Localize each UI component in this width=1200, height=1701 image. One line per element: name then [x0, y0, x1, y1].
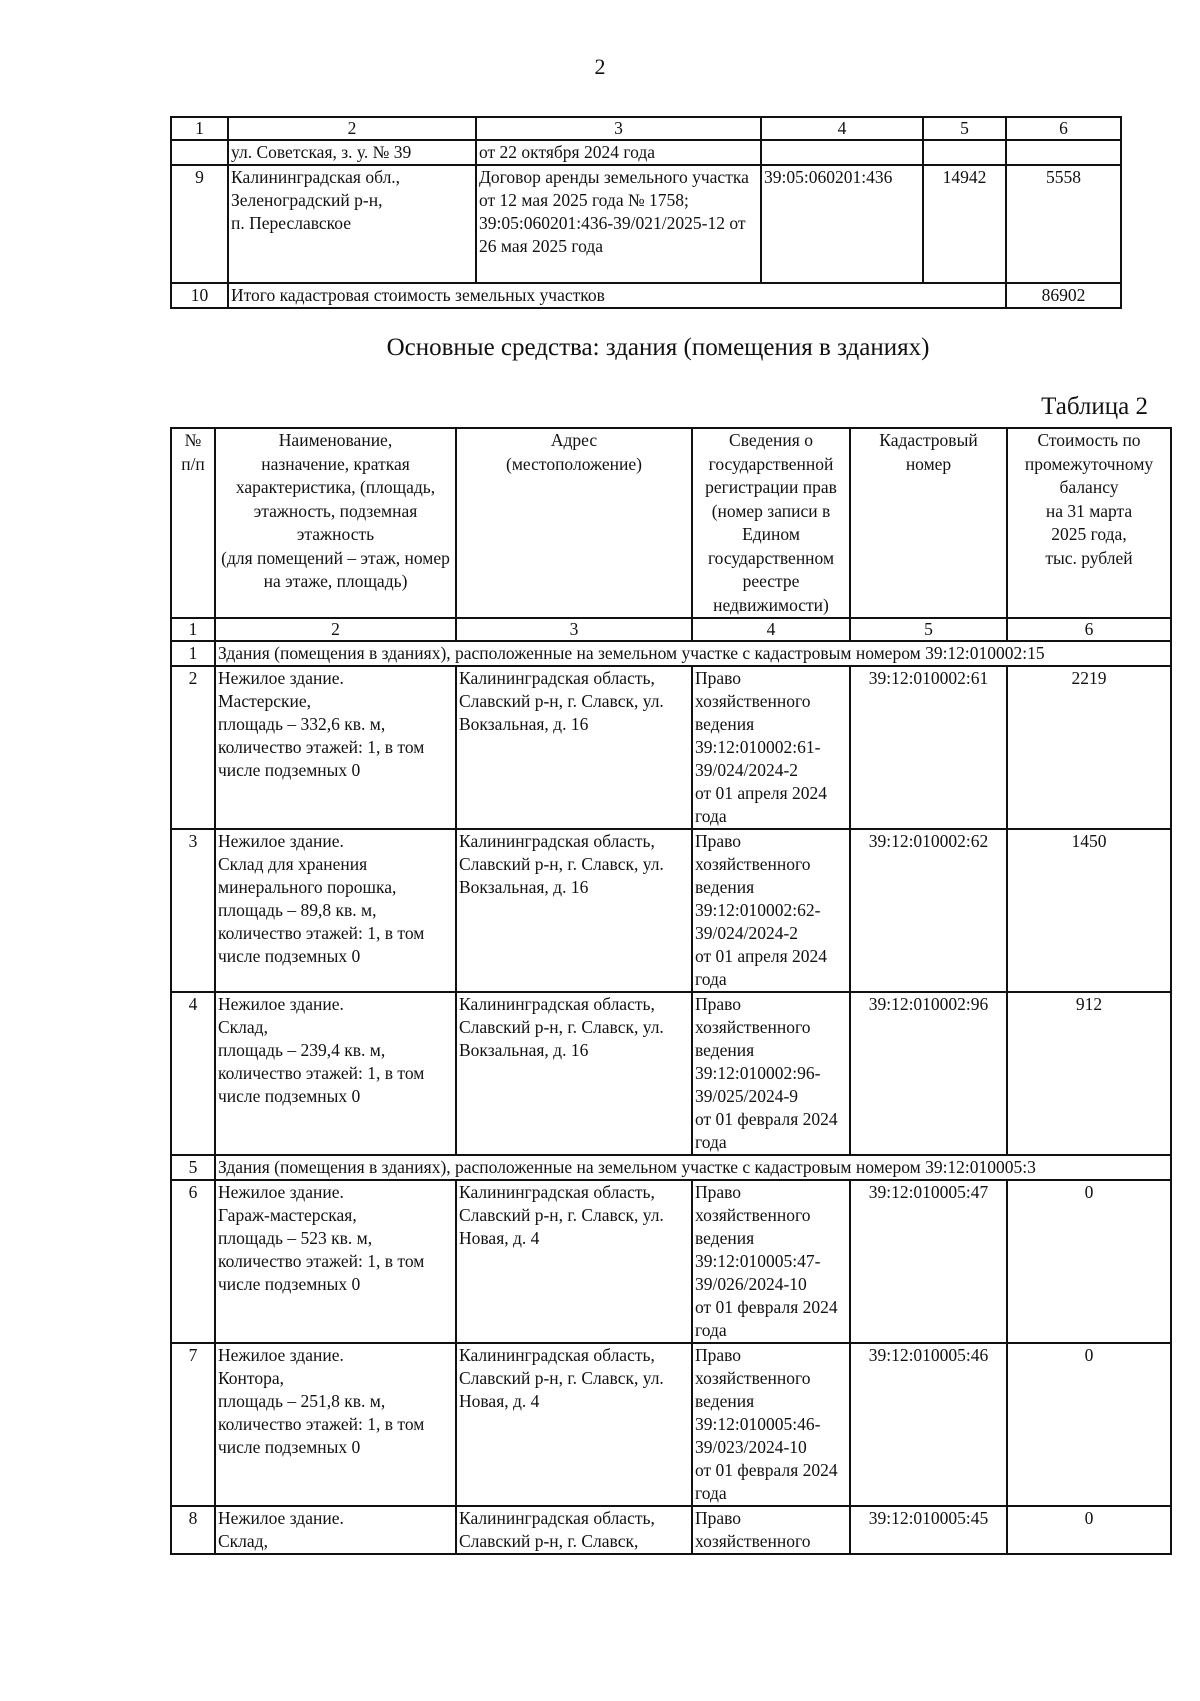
registration-info: Право хозяйственного ведения 39:12:010005:47-39/026/2024-10 от 01 февраля 2024 года [692, 1180, 850, 1343]
cadastral-number: 39:12:010002:62 [850, 829, 1007, 992]
table-row [171, 1180, 1171, 1343]
row-number: 10 [171, 283, 228, 308]
building-name: Нежилое здание. Склад для хранения минерального порошка, площадь – 89,8 кв. м, количество этажей: 1, в том числе подземных 0 [215, 829, 456, 992]
total-label: Итого кадастровая стоимость земельных участков [228, 283, 1006, 308]
building-value: 2219 [1007, 666, 1171, 829]
header-number: № п/п [171, 428, 215, 618]
registration-info: Право хозяйственного [692, 1506, 850, 1554]
plot-document: от 22 октября 2024 года [476, 140, 761, 165]
registration-info: Право хозяйственного ведения 39:12:010002:96-39/025/2024-9 от 01 февраля 2024 года [692, 992, 850, 1155]
row-number: 3 [171, 829, 215, 992]
table-row [171, 140, 1121, 165]
cadastral-number: 39:05:060201:436 [761, 165, 923, 283]
table-label: Таблица 2 [1041, 393, 1148, 420]
row-number: 1 [171, 641, 215, 666]
plot-name: Калининградская обл., Зеленоградский р-н, п. Переславское [228, 165, 476, 283]
buildings-table [170, 427, 1172, 1555]
building-address: Калининградская область, Славский р-н, г. Славск, [456, 1506, 692, 1554]
plot-area: 14942 [923, 165, 1006, 283]
row-number: 4 [171, 992, 215, 1155]
col-number: 5 [923, 117, 1006, 140]
cadastral-value: 5558 [1006, 165, 1121, 283]
column-number-row [171, 618, 1171, 641]
col-number: 1 [171, 618, 215, 641]
table-row [171, 165, 1121, 283]
row-number: 9 [171, 165, 228, 283]
cadastral-number: 39:12:010002:61 [850, 666, 1007, 829]
group-row [171, 1155, 1171, 1180]
cadastral-number: 39:12:010005:46 [850, 1343, 1007, 1506]
building-address: Калининградская область, Славский р-н, г. Славск, ул. Вокзальная, д. 16 [456, 666, 692, 829]
building-value: 1450 [1007, 829, 1171, 992]
building-name: Нежилое здание. Склад, площадь – 239,4 кв. м, количество этажей: 1, в том числе подземных 0 [215, 992, 456, 1155]
section-title: Основные средства: здания (помещения в зданиях) [386, 334, 930, 361]
registration-info: Право хозяйственного ведения 39:12:010005:46-39/023/2024-10 от 01 февраля 2024 года [692, 1343, 850, 1506]
cadastral-number: 39:12:010005:47 [850, 1180, 1007, 1343]
registration-info: Право хозяйственного ведения 39:12:010002:61-39/024/2024-2 от 01 апреля 2024 года [692, 666, 850, 829]
registration-info: Право хозяйственного ведения 39:12:010002:62-39/024/2024-2 от 01 апреля 2024 года [692, 829, 850, 992]
building-name: Нежилое здание. Гараж-мастерская, площадь – 523 кв. м, количество этажей: 1, в том числе подземных 0 [215, 1180, 456, 1343]
row-number: 2 [171, 666, 215, 829]
header-value: Стоимость по промежуточному балансу на 31 марта 2025 года, тыс. рублей [1007, 428, 1171, 618]
header-cadastral: Кадастровый номер [850, 428, 1007, 618]
row-number: 6 [171, 1180, 215, 1343]
building-address: Калининградская область, Славский р-н, г. Славск, ул. Вокзальная, д. 16 [456, 992, 692, 1155]
col-number: 2 [215, 618, 456, 641]
group-text: Здания (помещения в зданиях), расположенные на земельном участке с кадастровым номером 39:12:010002:15 [215, 641, 1171, 666]
col-number: 2 [228, 117, 476, 140]
col-number: 3 [476, 117, 761, 140]
col-number: 3 [456, 618, 692, 641]
cadastral-number: 39:12:010005:45 [850, 1506, 1007, 1554]
table-row [171, 666, 1171, 829]
col-number: 4 [692, 618, 850, 641]
building-address: Калининградская область, Славский р-н, г. Славск, ул. Новая, д. 4 [456, 1180, 692, 1343]
building-name: Нежилое здание. Мастерские, площадь – 332,6 кв. м, количество этажей: 1, в том числе подземных 0 [215, 666, 456, 829]
table-row [171, 992, 1171, 1155]
col-number: 6 [1007, 618, 1171, 641]
building-value: 912 [1007, 992, 1171, 1155]
col-number: 6 [1006, 117, 1121, 140]
table-row [171, 1506, 1171, 1554]
column-number-row [171, 117, 1121, 140]
total-value: 86902 [1006, 283, 1121, 308]
row-number: 5 [171, 1155, 215, 1180]
group-text: Здания (помещения в зданиях), расположенные на земельном участке с кадастровым номером 39:12:010005:3 [215, 1155, 1171, 1180]
table-row [171, 1343, 1171, 1506]
building-name: Нежилое здание. Склад, [215, 1506, 456, 1554]
building-address: Калининградская область, Славский р-н, г. Славск, ул. Новая, д. 4 [456, 1343, 692, 1506]
building-name: Нежилое здание. Контора, площадь – 251,8 кв. м, количество этажей: 1, в том числе подземных 0 [215, 1343, 456, 1506]
cadastral-number: 39:12:010002:96 [850, 992, 1007, 1155]
land-plots-table [170, 116, 1122, 309]
total-row [171, 283, 1121, 308]
group-row [171, 641, 1171, 666]
plot-document: Договор аренды земельного участка от 12 мая 2025 года № 1758; 39:05:060201:436-39/021/2025-12 от 26 мая 2025 года [476, 165, 761, 283]
plot-name: ул. Советская, з. у. № 39 [228, 140, 476, 165]
col-number: 1 [171, 117, 228, 140]
header-row [171, 428, 1171, 618]
building-value: 0 [1007, 1180, 1171, 1343]
row-number: 8 [171, 1506, 215, 1554]
row-number: 7 [171, 1343, 215, 1506]
building-value: 0 [1007, 1506, 1171, 1554]
header-address: Адрес (местоположение) [456, 428, 692, 618]
header-registration: Сведения о государственной регистрации прав (номер записи в Едином государственном реестре недвижимости) [692, 428, 850, 618]
building-address: Калининградская область, Славский р-н, г. Славск, ул. Вокзальная, д. 16 [456, 829, 692, 992]
building-value: 0 [1007, 1343, 1171, 1506]
col-number: 5 [850, 618, 1007, 641]
col-number: 4 [761, 117, 923, 140]
header-name: Наименование, назначение, краткая характеристика, (площадь, этажность, подземная этажность (для помещений – этаж, номер на этаже, площадь) [215, 428, 456, 618]
page-number: 2 [594, 54, 606, 79]
table-row [171, 829, 1171, 992]
